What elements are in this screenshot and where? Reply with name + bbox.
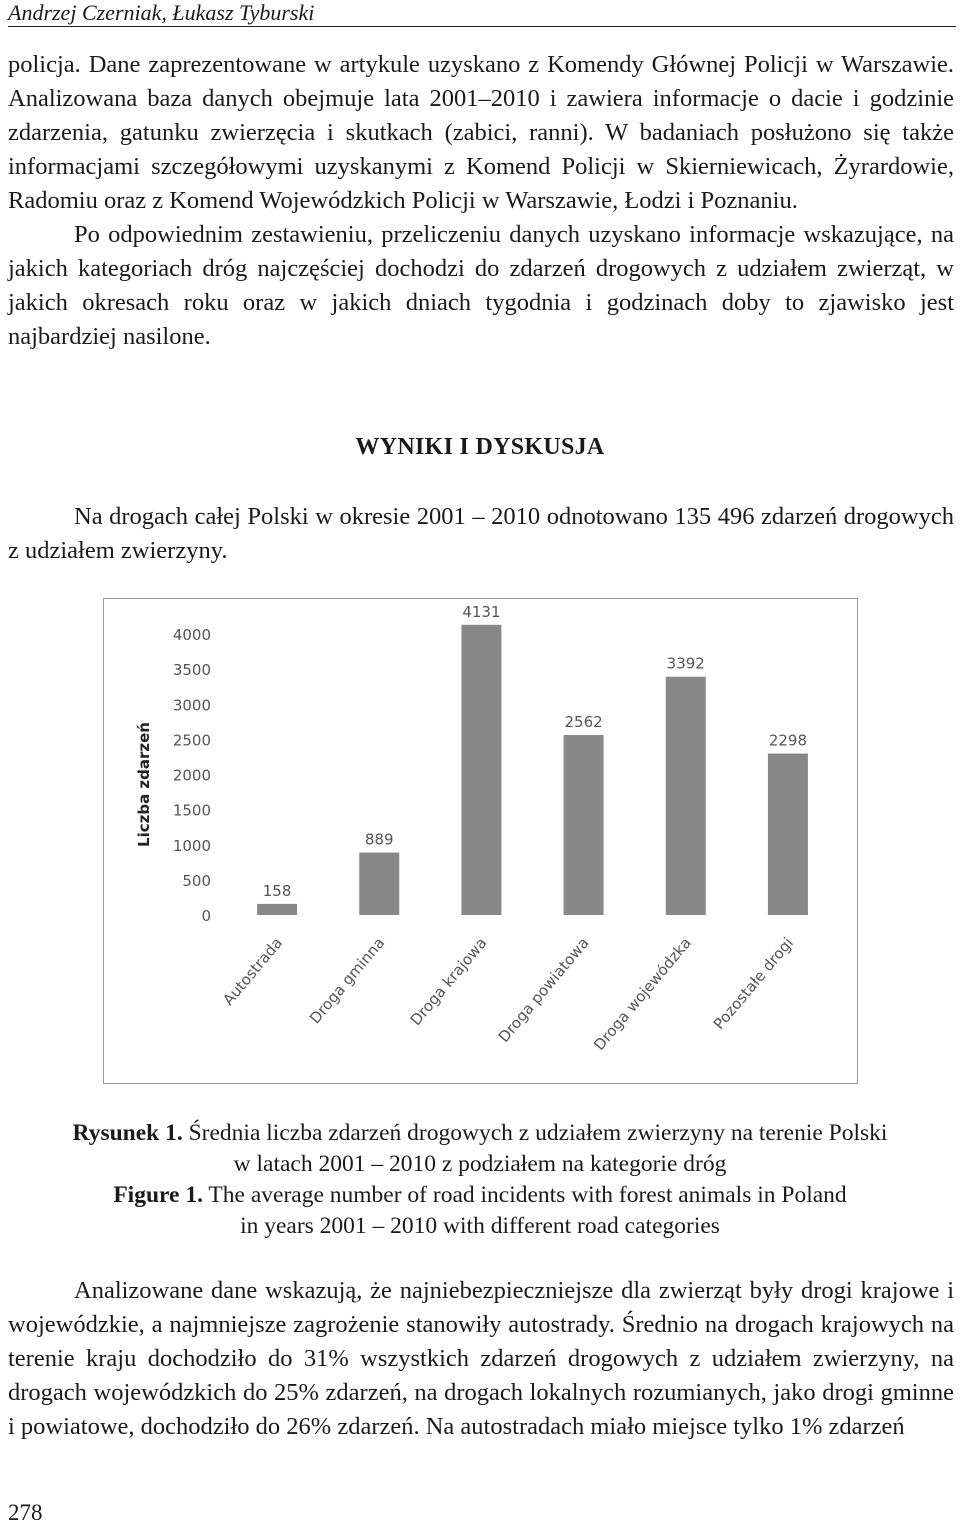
intro-paragraph-1: policja. Dane zaprezentowane w artykule uzyskano z Komendy Głównej Policji w Warszawie. Analizowana baza danych obejmuje lata 2001–2010 i zawiera informacje o dacie i godzinie zdarzenia, gatunku zwierzęcia i skutkach (zabici, ranni). W badaniach posłużono się także informacjami szczegółowymi uzyskanymi z Komend Policji w Skierniewicach, Żyrardowie, Radomiu oraz z Komend Wojewódzkich Policji w Warszawie, Łodzi i Poznaniu. — [8, 51, 954, 214]
section-heading: WYNIKI I DYSKUSJA — [355, 434, 605, 460]
y-tick-label: 2000 — [172, 766, 211, 785]
caption-en-line1: The average number of road incidents with forest animals in Poland — [208, 1182, 847, 1208]
caption-en-line2: in years 2001 – 2010 with different road categories — [240, 1213, 720, 1239]
results-section — [8, 500, 954, 568]
bar-1 — [257, 904, 297, 915]
x-tick-label: Droga krajowa — [406, 934, 491, 1029]
header-authors: Andrzej Czerniak, Łukasz Tyburski — [8, 0, 315, 25]
data-label: 2298 — [768, 731, 808, 750]
intro-paragraph-2: Po odpowiednim zestawieniu, przeliczeniu danych uzyskano informacje wskazujące, na jakich kategoriach dróg najczęściej dochodzi do zdarzeń drogowych z udziałem zwierząt, w jakich okresach roku oraz w jakich dniach tygodnia i godzinach doby to zjawisko jest najbardziej nasilone. — [8, 221, 954, 350]
data-label: 158 — [262, 881, 292, 900]
bar-chart — [103, 598, 858, 1084]
closing-paragraph: Analizowane dane wskazują, że najniebezpieczniejsze dla zwierząt były drogi krajowe i wojewódzkie, a najmniejsze zagrożenie stanowiły autostrady. Średnio na drogach krajowych na terenie kraju dochodziło do 31% wszystkich zdarzeń drogowych z udziałem zwierzyny, na drogach wojewódzkich do 25% zdarzeń, na drogach lokalnych rozumianych, jako drogi gminne i powiatowe, dochodziło do 26% zdarzeń. Na autostradach miało miejsce tylko 1% zdarzeń — [8, 1277, 954, 1440]
y-tick-label: 2500 — [172, 731, 211, 750]
intro-section — [8, 48, 954, 354]
bar-6 — [768, 754, 808, 915]
caption-pl-label: Rysunek 1. — [72, 1120, 183, 1146]
caption-pl-line2: w latach 2001 – 2010 z podziałem na kategorie dróg — [233, 1151, 727, 1177]
y-tick-label: 1000 — [172, 836, 211, 855]
figure-caption-pl — [0, 1118, 960, 1180]
x-tick-label: Pozostałe drogi — [709, 934, 797, 1033]
y-tick-label: 0 — [201, 907, 211, 925]
figure-caption-en — [0, 1180, 960, 1242]
page-number: 278 — [8, 1500, 43, 1525]
caption-en-label: Figure 1. — [113, 1182, 203, 1208]
y-tick-label: 4000 — [172, 626, 211, 644]
running-header — [8, 0, 956, 27]
bar-2 — [359, 853, 399, 915]
closing-section — [8, 1274, 954, 1444]
y-tick-label: 1500 — [172, 801, 211, 820]
data-label: 3392 — [666, 654, 705, 673]
chart-canvas — [104, 599, 859, 1085]
data-label: 4131 — [462, 602, 501, 621]
x-tick-label: Droga powiatowa — [494, 934, 593, 1046]
results-paragraph: Na drogach całej Polski w okresie 2001 – 2010 odnotowano 135 496 zdarzeń drogowych z udziałem zwierzyny. — [8, 503, 954, 564]
caption-pl-line1: Średnia liczba zdarzeń drogowych z udziałem zwierzyny na terenie Polski — [188, 1120, 888, 1146]
x-tick-label: Droga wojewódzka — [590, 934, 695, 1054]
y-tick-label: 500 — [182, 871, 211, 890]
x-tick-label: Droga gminna — [306, 934, 389, 1028]
y-tick-label: 3000 — [172, 696, 211, 715]
y-tick-label: 3500 — [172, 661, 211, 680]
x-tick-label: Autostrada — [219, 934, 287, 1009]
bar-3 — [461, 625, 501, 915]
data-label: 2562 — [564, 713, 603, 732]
bar-5 — [666, 677, 706, 915]
bar-4 — [564, 735, 604, 915]
data-label: 889 — [364, 830, 394, 849]
y-axis-label: Liczba zdarzeń — [135, 722, 153, 847]
